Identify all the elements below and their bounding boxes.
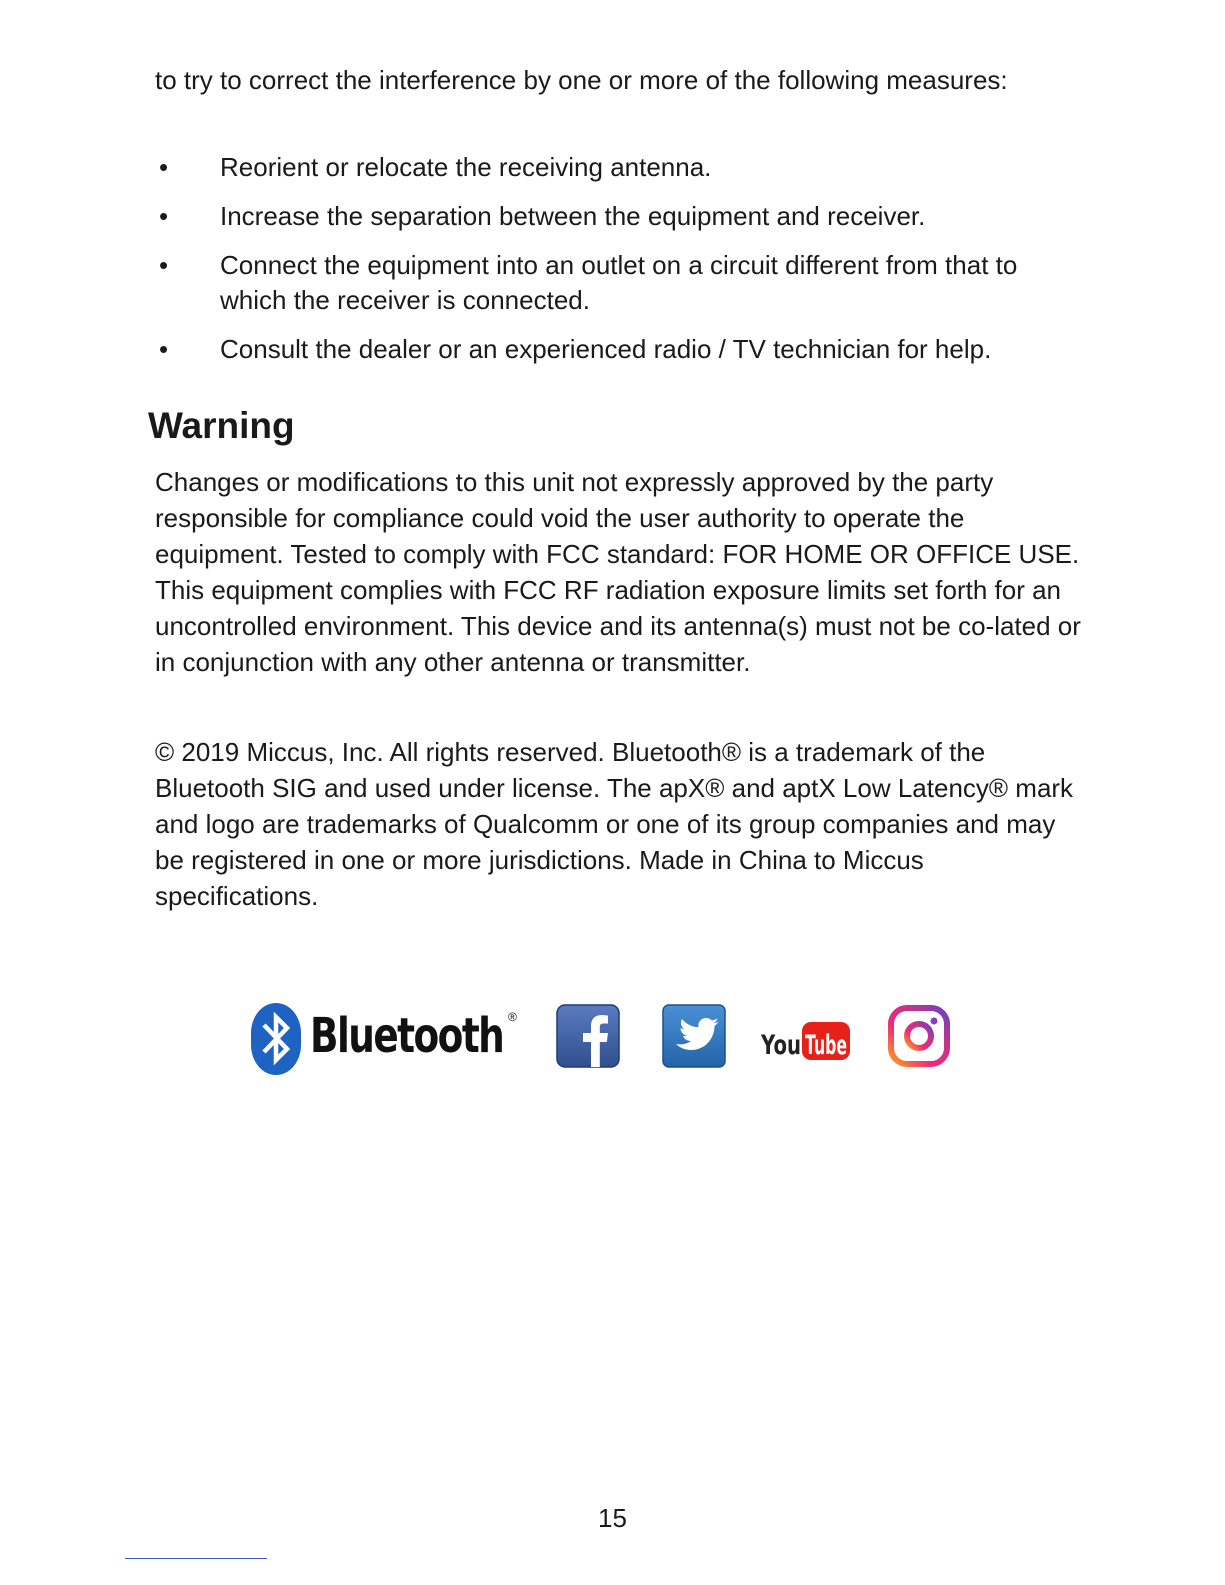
copyright-paragraph: © 2019 Miccus, Inc. All rights reserved. Bluetooth® is a trademark of the Bluetooth SIG and used under license. The apX® and aptX Low Latency® mark and logo are trademarks of Qualcomm or one of its group companies and may be registered in one or more jurisdictions. Made in China to Miccus specifications. xyxy=(155,737,1074,911)
warning-heading: Warning xyxy=(148,405,295,446)
youtube-tube-text: Tube xyxy=(805,1030,847,1061)
facebook-icon xyxy=(556,1004,620,1068)
list-item xyxy=(155,248,1085,318)
list-item-text: Connect the equipment into an outlet on a circuit different from that to which the receiver is connected. xyxy=(220,250,1018,315)
warning-paragraph: Changes or modifications to this unit not expressly approved by the party responsible for compliance could void the user authority to operate the equipment. Tested to comply with FCC standard: FOR HOME OR OFFICE USE. This equipment complies with FCC RF radiation exposure limits set forth for an uncontrolled environment. This device and its antenna(s) must not be co-lated or in conjunction with any other antenna or transmitter. xyxy=(155,467,1081,677)
intro-paragraph: to try to correct the interference by one or more of the following measures: xyxy=(155,65,1008,95)
page-number: 15 xyxy=(598,1503,627,1533)
bullet-icon: • xyxy=(159,201,169,231)
youtube-you-text: You xyxy=(760,1030,801,1061)
bullet-icon: • xyxy=(159,152,169,182)
logo-row xyxy=(250,1000,970,1080)
twitter-icon xyxy=(662,1004,726,1068)
bluetooth-wordmark: Bluetooth xyxy=(310,1008,504,1064)
youtube-icon xyxy=(760,1004,852,1068)
list-item xyxy=(155,150,1085,185)
list-item-text: Increase the separation between the equipment and receiver. xyxy=(220,201,926,231)
measures-list xyxy=(155,150,1085,381)
list-item xyxy=(155,199,1085,234)
instagram-icon xyxy=(887,1004,951,1068)
bluetooth-registered-mark: ® xyxy=(508,1010,517,1024)
bullet-icon: • xyxy=(159,334,169,364)
list-item-text: Consult the dealer or an experienced radio / TV technician for help. xyxy=(220,334,992,364)
list-item xyxy=(155,332,1085,367)
bullet-icon: • xyxy=(159,250,169,280)
footer-divider xyxy=(125,1558,267,1559)
bluetooth-icon xyxy=(250,1002,302,1076)
list-item-text: Reorient or relocate the receiving antenna. xyxy=(220,152,712,182)
